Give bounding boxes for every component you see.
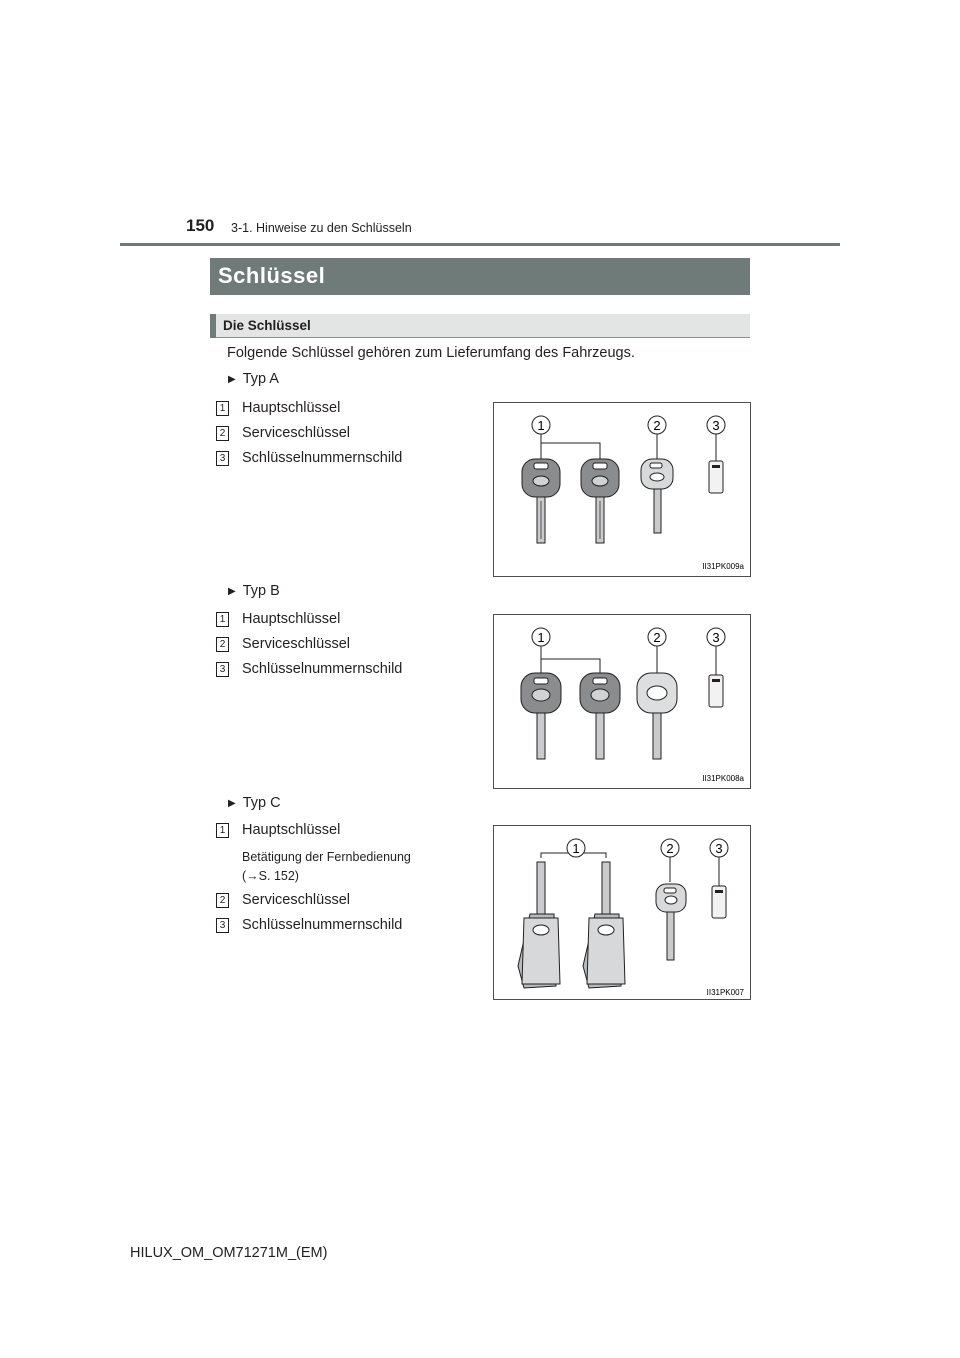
type-c-label bbox=[228, 795, 281, 811]
main-key-icon bbox=[581, 459, 619, 543]
callout-3 bbox=[707, 628, 725, 646]
triangle-bullet-icon: ▶ bbox=[228, 798, 236, 809]
page-title-bar bbox=[210, 258, 750, 295]
key-number-plate-icon bbox=[712, 886, 726, 918]
callout-1 bbox=[532, 416, 550, 434]
section-heading-bar bbox=[210, 314, 750, 338]
service-key-icon bbox=[641, 459, 673, 533]
list-item bbox=[216, 401, 476, 421]
svg-text:3: 3 bbox=[712, 418, 720, 433]
figure-type-a bbox=[493, 402, 751, 577]
svg-text:1: 1 bbox=[537, 418, 545, 433]
callout-number: 2 bbox=[216, 637, 229, 652]
service-key-icon bbox=[656, 884, 686, 960]
list-item bbox=[216, 662, 476, 682]
key-illustration-type-a bbox=[494, 403, 750, 576]
item-label: Hauptschlüssel bbox=[242, 822, 341, 838]
svg-text:1: 1 bbox=[537, 630, 545, 645]
main-key-icon bbox=[522, 459, 560, 543]
type-c-text: Typ C bbox=[242, 795, 281, 811]
svg-text:2: 2 bbox=[653, 418, 661, 433]
callout-2 bbox=[648, 416, 666, 434]
item-label: Serviceschlüssel bbox=[242, 425, 350, 441]
type-b-label bbox=[228, 583, 280, 599]
service-key-icon bbox=[637, 673, 677, 759]
remote-flip-key-icon bbox=[518, 862, 560, 988]
remote-flip-key-icon bbox=[583, 862, 625, 988]
type-a-label bbox=[228, 371, 279, 387]
key-illustration-type-b bbox=[494, 615, 750, 788]
figure-type-c bbox=[493, 825, 751, 1000]
svg-text:3: 3 bbox=[715, 841, 723, 856]
list-item bbox=[216, 918, 476, 938]
svg-text:1: 1 bbox=[572, 841, 580, 856]
intro-text: Folgende Schlüssel gehören zum Lieferumfang des Fahrzeugs. bbox=[227, 345, 635, 361]
document-footer: HILUX_OM_OM71271M_(EM) bbox=[130, 1245, 328, 1261]
figure-code: II31PK008a bbox=[702, 774, 744, 783]
callout-1 bbox=[567, 839, 585, 857]
callout-number: 2 bbox=[216, 893, 229, 908]
list-item bbox=[216, 637, 476, 657]
list-item bbox=[216, 426, 476, 446]
item-label: Hauptschlüssel bbox=[242, 611, 341, 627]
type-a-text: Typ A bbox=[242, 371, 279, 387]
callout-number: 3 bbox=[216, 662, 229, 677]
callout-number: 3 bbox=[216, 918, 229, 933]
callout-2 bbox=[661, 839, 679, 857]
item-label: Serviceschlüssel bbox=[242, 892, 350, 908]
main-key-icon bbox=[580, 673, 620, 759]
callout-1 bbox=[532, 628, 550, 646]
callout-number: 1 bbox=[216, 612, 229, 627]
page-title: Schlüssel bbox=[218, 263, 326, 288]
svg-text:2: 2 bbox=[653, 630, 661, 645]
item-label: Schlüsselnummernschild bbox=[242, 450, 403, 466]
list-item bbox=[216, 823, 476, 843]
callout-3 bbox=[707, 416, 725, 434]
key-number-plate-icon bbox=[709, 675, 723, 707]
chapter-title: 3-1. Hinweise zu den Schlüsseln bbox=[231, 221, 412, 235]
item-label: Hauptschlüssel bbox=[242, 400, 341, 416]
figure-code: II31PK009a bbox=[702, 562, 744, 571]
header-rule bbox=[120, 243, 840, 246]
callout-number: 1 bbox=[216, 401, 229, 416]
list-item bbox=[216, 612, 476, 632]
callout-number: 3 bbox=[216, 451, 229, 466]
section-accent bbox=[210, 314, 216, 338]
triangle-bullet-icon: ▶ bbox=[228, 586, 236, 597]
remote-note-line1: Betätigung der Fernbedienung bbox=[242, 850, 411, 864]
callout-3 bbox=[710, 839, 728, 857]
svg-text:2: 2 bbox=[666, 841, 674, 856]
remote-note-line2: (→S. 152) bbox=[242, 869, 299, 883]
item-label: Serviceschlüssel bbox=[242, 636, 350, 652]
callout-number: 2 bbox=[216, 426, 229, 441]
main-key-icon bbox=[521, 673, 561, 759]
triangle-bullet-icon: ▶ bbox=[228, 374, 236, 385]
svg-text:3: 3 bbox=[712, 630, 720, 645]
figure-type-b bbox=[493, 614, 751, 789]
key-number-plate-icon bbox=[709, 461, 723, 493]
key-illustration-type-c bbox=[494, 826, 750, 999]
section-heading: Die Schlüssel bbox=[223, 318, 311, 333]
callout-2 bbox=[648, 628, 666, 646]
list-item bbox=[216, 893, 476, 913]
figure-code: II31PK007 bbox=[706, 988, 744, 997]
page-number: 150 bbox=[186, 216, 215, 235]
callout-number: 1 bbox=[216, 823, 229, 838]
list-item bbox=[216, 451, 476, 471]
item-label: Schlüsselnummernschild bbox=[242, 661, 403, 677]
type-b-text: Typ B bbox=[242, 583, 280, 599]
item-label: Schlüsselnummernschild bbox=[242, 917, 403, 933]
